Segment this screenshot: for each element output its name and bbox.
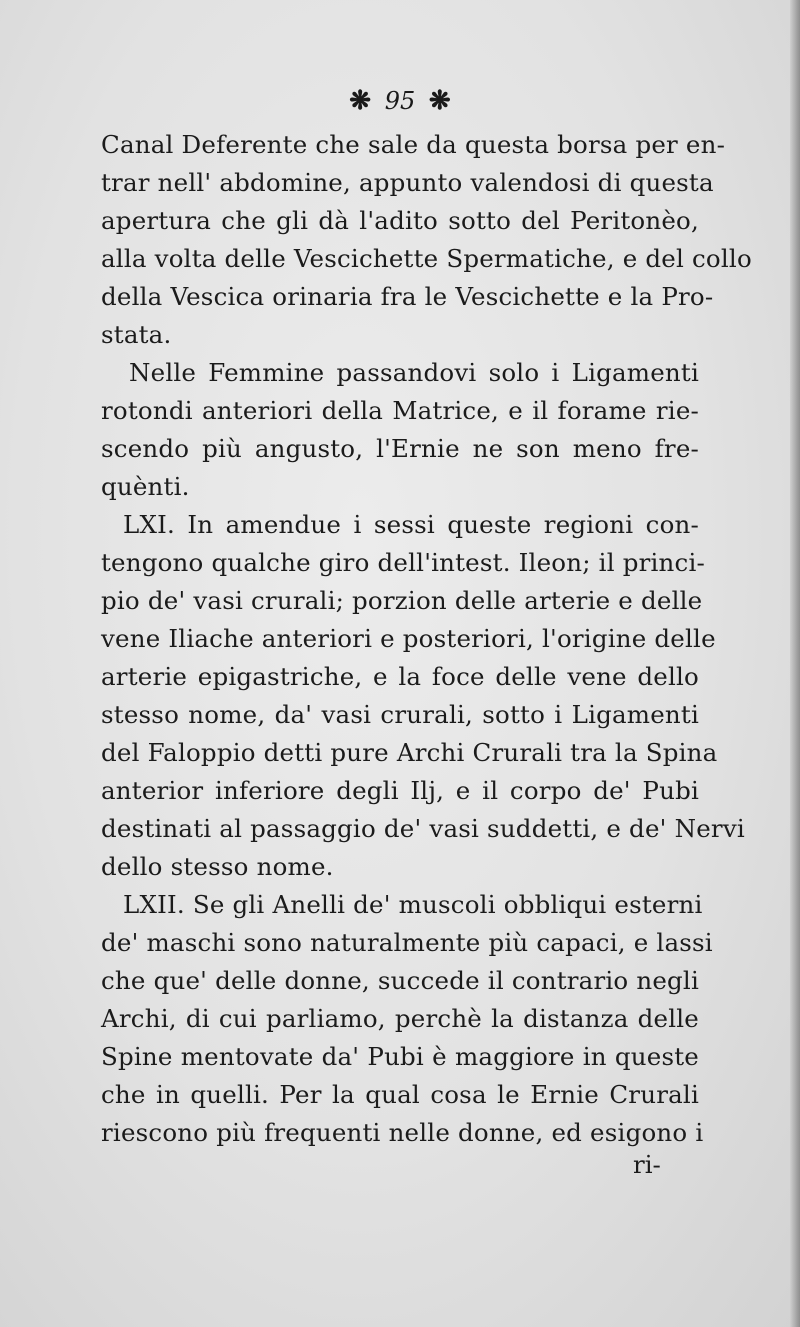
text-line: scendo più angusto, l'Ernie ne son meno fre- (101, 434, 699, 463)
text-line: de' maschi sono naturalmente più capaci, e lassi (101, 928, 713, 957)
text-line: del Faloppio detti pure Archi Crurali tra la Spina (101, 738, 718, 767)
catchword: ri- (633, 1150, 661, 1179)
text-line: alla volta delle Vescichette Spermatiche, e del collo (101, 244, 752, 273)
page-header (0, 86, 800, 116)
text-line: Archi, di cui parliamo, perchè la distanza delle (101, 1004, 699, 1033)
text-line: stata. (101, 320, 172, 349)
text-line: della Vescica orinaria fra le Vescichette e la Pro- (101, 282, 714, 311)
text-line: apertura che gli dà l'adito sotto del Peritonèo, (101, 206, 699, 235)
text-line: trar nell' abdomine, appunto valendosi di questa (101, 168, 714, 197)
body-text (101, 126, 752, 1152)
paragraph-start-line: LXII. Se gli Anelli de' muscoli obbliqui esterni (123, 890, 703, 919)
text-line: quènti. (101, 472, 190, 501)
text-line: arterie epigastriche, e la foce delle vene dello (101, 662, 699, 691)
text-line: destinati al passaggio de' vasi suddetti, e de' Nervi (101, 814, 745, 843)
text-line: dello stesso nome. (101, 852, 334, 881)
text-line: stesso nome, da' vasi crurali, sotto i Ligamenti (101, 700, 699, 729)
text-line: che que' delle donne, succede il contrario negli (101, 966, 699, 995)
text-line: anterior inferiore degli Ilj, e il corpo de' Pubi (101, 776, 699, 805)
text-line: Canal Deferente che sale da questa borsa per en- (101, 130, 726, 159)
ornament-right-icon: ❋ (428, 86, 451, 116)
page-edge-shadow (790, 0, 800, 1327)
text-line: vene Iliache anteriori e posteriori, l'origine delle (101, 624, 716, 653)
ornament-left-icon: ❋ (349, 86, 372, 116)
paragraph-start-line: LXI. In amendue i sessi queste regioni con- (123, 510, 699, 539)
text-line: che in quelli. Per la qual cosa le Ernie Crurali (101, 1080, 699, 1109)
text-line: pio de' vasi crurali; porzion delle arterie e delle (101, 586, 703, 615)
text-line: rotondi anteriori della Matrice, e il forame rie- (101, 396, 699, 425)
text-line: tengono qualche giro dell'intest. Ileon; il princi- (101, 548, 705, 577)
text-line: Spine mentovate da' Pubi è maggiore in queste (101, 1042, 699, 1071)
text-line: riescono più frequenti nelle donne, ed esigono i (101, 1118, 704, 1147)
paragraph-start-line: Nelle Femmine passandovi solo i Ligamenti (129, 358, 699, 387)
page-number: 95 (384, 87, 416, 115)
